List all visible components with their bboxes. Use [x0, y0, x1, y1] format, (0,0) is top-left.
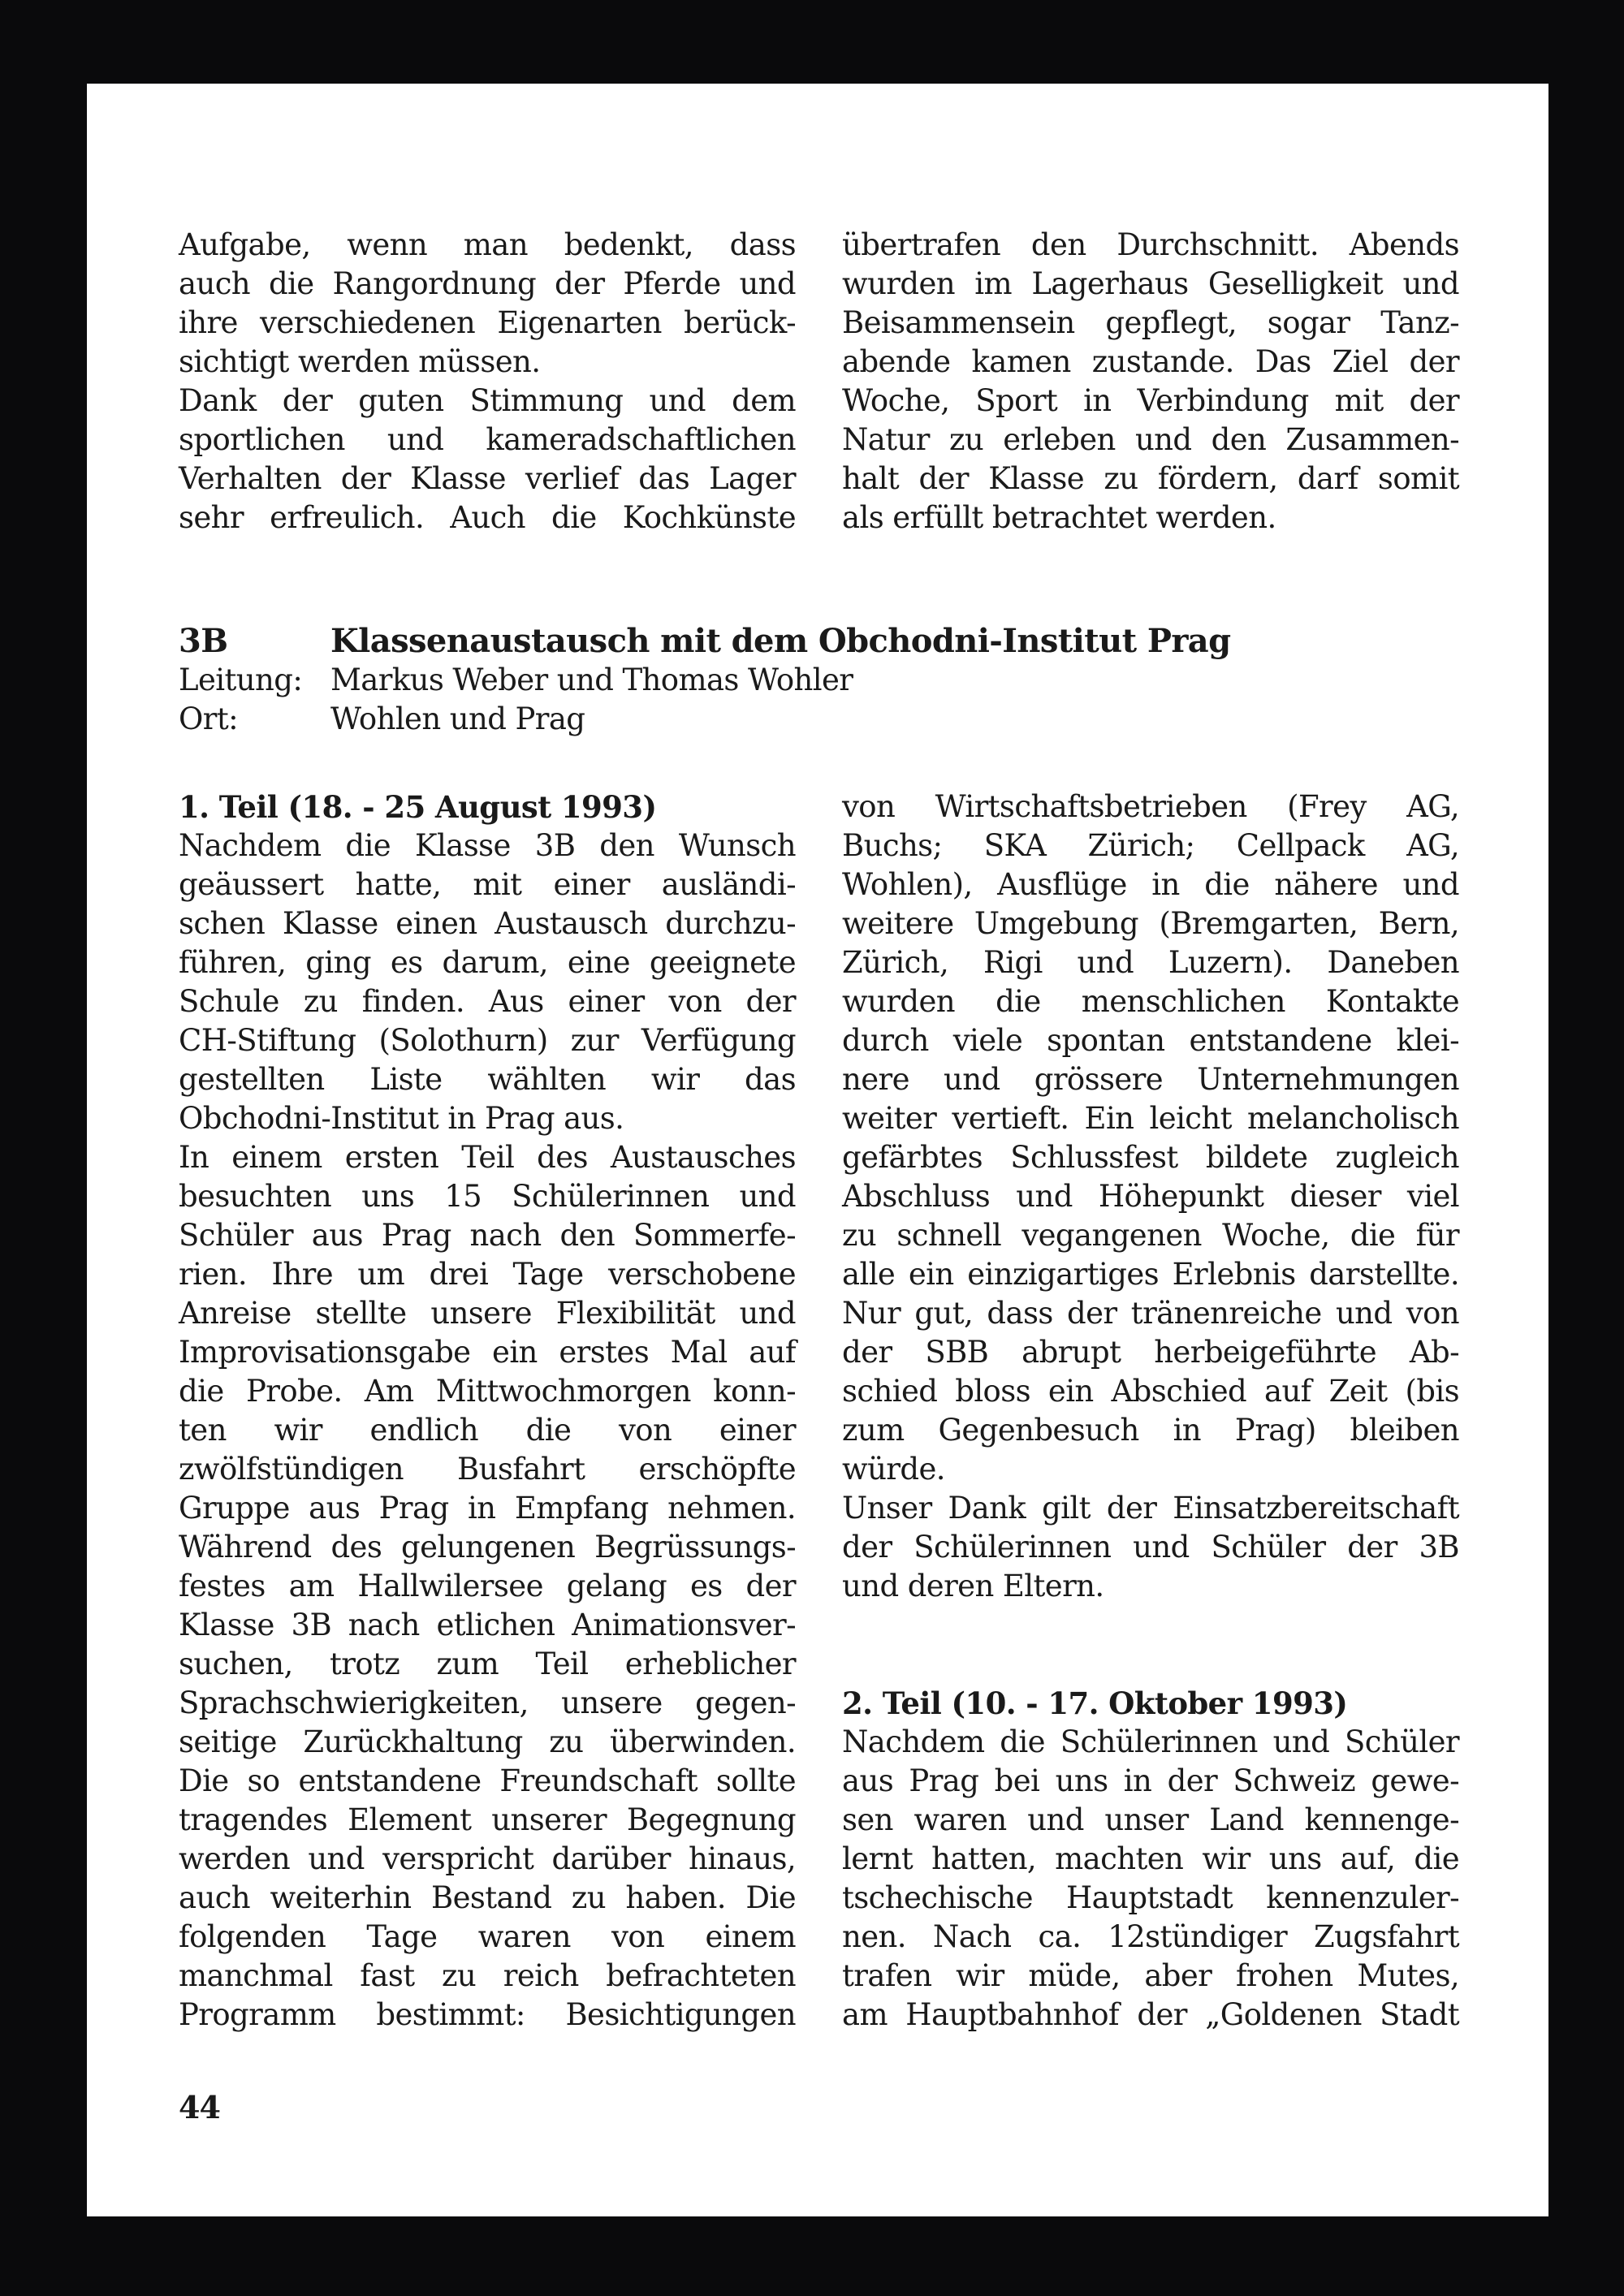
- text-line: Programm bestimmt: Besichtigungen: [179, 1997, 796, 2032]
- part1-left-column: [179, 788, 796, 2035]
- text-line: Während des gelungenen Begrüssungs-: [179, 1530, 796, 1564]
- text-line: sichtigt werden müssen.: [179, 344, 541, 379]
- section-title-row: [179, 622, 1230, 661]
- text-line: ten wir endlich die von einer: [179, 1413, 796, 1448]
- ort-row: [179, 700, 1230, 739]
- text-line: von Wirtschaftsbetrieben (Frey AG,: [842, 789, 1459, 824]
- spacer: [842, 1645, 1459, 1684]
- text-line: Sprachschwierigkeiten, unsere gegen-: [179, 1685, 796, 1720]
- text-line: ihre verschiedenen Eigenarten berück-: [179, 305, 796, 340]
- text-line: In einem ersten Teil des Austausches: [179, 1140, 796, 1175]
- text-line: Verhalten der Klasse verlief das Lager: [179, 461, 796, 496]
- text-line: Nachdem die Schülerinnen und Schüler: [842, 1724, 1459, 1759]
- section-code: 3B: [179, 622, 228, 660]
- text-line: gefärbtes Schlussfest bildete zugleich: [842, 1140, 1459, 1175]
- text-line: am Hauptbahnhof der „Goldenen Stadt: [842, 1997, 1459, 2032]
- text-line: Gruppe aus Prag in Empfang nehmen.: [179, 1491, 796, 1526]
- text-line: weiter vertieft. Ein leicht melancholisch: [842, 1101, 1459, 1136]
- text-line: manchmal fast zu reich befrachteten: [179, 1958, 796, 1993]
- text-line: Schule zu finden. Aus einer von der: [179, 984, 796, 1019]
- ort-label: Ort:: [179, 701, 238, 736]
- text-line: nen. Nach ca. 12stündiger Zugsfahrt: [842, 1919, 1459, 1954]
- text-line: gestellten Liste wählten wir das: [179, 1062, 796, 1097]
- text-line: Die so entstandene Freundschaft sollte: [179, 1763, 796, 1798]
- text-line: wurden im Lagerhaus Geselligkeit und: [842, 266, 1459, 301]
- text-line: Abschluss und Höhepunkt dieser viel: [842, 1179, 1459, 1214]
- text-line: trafen wir müde, aber frohen Mutes,: [842, 1958, 1459, 1993]
- text-line: Nur gut, dass der tränenreiche und von: [842, 1296, 1459, 1331]
- text-line: werden und verspricht darüber hinaus,: [179, 1841, 796, 1876]
- document-page: [87, 84, 1548, 2216]
- text-line: auch die Rangordnung der Pferde und: [179, 266, 796, 301]
- spacer: [842, 1606, 1459, 1645]
- text-line: als erfüllt betrachtet werden.: [842, 500, 1276, 535]
- text-line: wurden die menschlichen Kontakte: [842, 984, 1459, 1019]
- text-line: sen waren und unser Land kennenge-: [842, 1802, 1459, 1837]
- text-line: Wohlen), Ausflüge in die nähere und: [842, 867, 1459, 902]
- text-line: schied bloss ein Abschied auf Zeit (bis: [842, 1374, 1459, 1409]
- text-line: Buchs; SKA Zürich; Cellpack AG,: [842, 828, 1459, 863]
- text-line: Zürich, Rigi und Luzern). Daneben: [842, 945, 1459, 980]
- text-line: Anreise stellte unsere Flexibilität und: [179, 1296, 796, 1331]
- text-line: Nachdem die Klasse 3B den Wunsch: [179, 828, 796, 863]
- text-line: führen, ging es darum, eine geeignete: [179, 945, 796, 980]
- part1-heading: 1. Teil (18. - 25 August 1993): [179, 789, 657, 825]
- text-line: seitige Zurückhaltung zu überwinden.: [179, 1724, 796, 1759]
- part2-heading: 2. Teil (10. - 17. Oktober 1993): [842, 1685, 1348, 1721]
- text-line: übertrafen den Durchschnitt. Abends: [842, 227, 1459, 262]
- text-line: durch viele spontan entstandene klei-: [842, 1023, 1459, 1058]
- text-line: aus Prag bei uns in der Schweiz gewe-: [842, 1763, 1459, 1798]
- text-line: sportlichen und kameradschaftlichen: [179, 422, 796, 457]
- text-line: CH-Stiftung (Solothurn) zur Verfügung: [179, 1023, 796, 1058]
- text-line: Beisammensein gepflegt, sogar Tanz-: [842, 305, 1459, 340]
- text-line: festes am Hallwilersee gelang es der: [179, 1569, 796, 1603]
- text-line: sehr erfreulich. Auch die Kochkünste: [179, 500, 796, 535]
- text-line: folgenden Tage waren von einem: [179, 1919, 796, 1954]
- section-heading: [179, 622, 1230, 739]
- top-right-column: [842, 226, 1459, 537]
- text-line: Natur zu erleben und den Zusammen-: [842, 422, 1459, 457]
- text-line: weitere Umgebung (Bremgarten, Bern,: [842, 906, 1459, 941]
- text-line: der SBB abrupt herbeigeführte Ab-: [842, 1335, 1459, 1370]
- leitung-label: Leitung:: [179, 662, 303, 697]
- text-line: halt der Klasse zu fördern, darf somit: [842, 461, 1459, 496]
- text-line: lernt hatten, machten wir uns auf, die: [842, 1841, 1459, 1876]
- leitung-row: [179, 661, 1230, 700]
- text-line: besuchten uns 15 Schülerinnen und: [179, 1179, 796, 1214]
- text-line: Woche, Sport in Verbindung mit der: [842, 383, 1459, 418]
- text-line: schen Klasse einen Austausch durchzu-: [179, 906, 796, 941]
- text-line: Obchodni-Institut in Prag aus.: [179, 1101, 624, 1136]
- text-line: tragendes Element unserer Begegnung: [179, 1802, 796, 1837]
- text-line: der Schülerinnen und Schüler der 3B: [842, 1530, 1459, 1564]
- text-line: würde.: [842, 1452, 945, 1487]
- text-line: Unser Dank gilt der Einsatzbereitschaft: [842, 1491, 1459, 1526]
- text-line: Klasse 3B nach etlichen Animationsver-: [179, 1608, 796, 1642]
- text-line: geäussert hatte, mit einer ausländi-: [179, 867, 796, 902]
- text-line: rien. Ihre um drei Tage verschobene: [179, 1257, 796, 1292]
- text-line: nere und grössere Unternehmungen: [842, 1062, 1459, 1097]
- text-line: zu schnell vegangenen Woche, die für: [842, 1218, 1459, 1253]
- text-line: zwölfstündigen Busfahrt erschöpfte: [179, 1452, 796, 1487]
- section-title: Klassenaustausch mit dem Obchodni-Institut Prag: [330, 622, 1231, 660]
- page-number: 44: [179, 2089, 220, 2126]
- text-line: Dank der guten Stimmung und dem: [179, 383, 796, 418]
- text-line: tschechische Hauptstadt kennenzuler-: [842, 1880, 1459, 1915]
- top-left-column: [179, 226, 796, 537]
- text-line: alle ein einzigartiges Erlebnis darstellte.: [842, 1257, 1459, 1292]
- leitung-value: Markus Weber und Thomas Wohler: [330, 662, 853, 697]
- text-line: abende kamen zustande. Das Ziel der: [842, 344, 1459, 379]
- part1-right-column: [842, 788, 1459, 2035]
- text-line: auch weiterhin Bestand zu haben. Die: [179, 1880, 796, 1915]
- text-line: und deren Eltern.: [842, 1569, 1104, 1603]
- text-line: suchen, trotz zum Teil erheblicher: [179, 1646, 796, 1681]
- text-line: die Probe. Am Mittwochmorgen konn-: [179, 1374, 796, 1409]
- text-line: Improvisationsgabe ein erstes Mal auf: [179, 1335, 796, 1370]
- ort-value: Wohlen und Prag: [330, 701, 585, 736]
- text-line: zum Gegenbesuch in Prag) bleiben: [842, 1413, 1459, 1448]
- text-line: Aufgabe, wenn man bedenkt, dass: [179, 227, 796, 262]
- text-line: Schüler aus Prag nach den Sommerfe-: [179, 1218, 796, 1253]
